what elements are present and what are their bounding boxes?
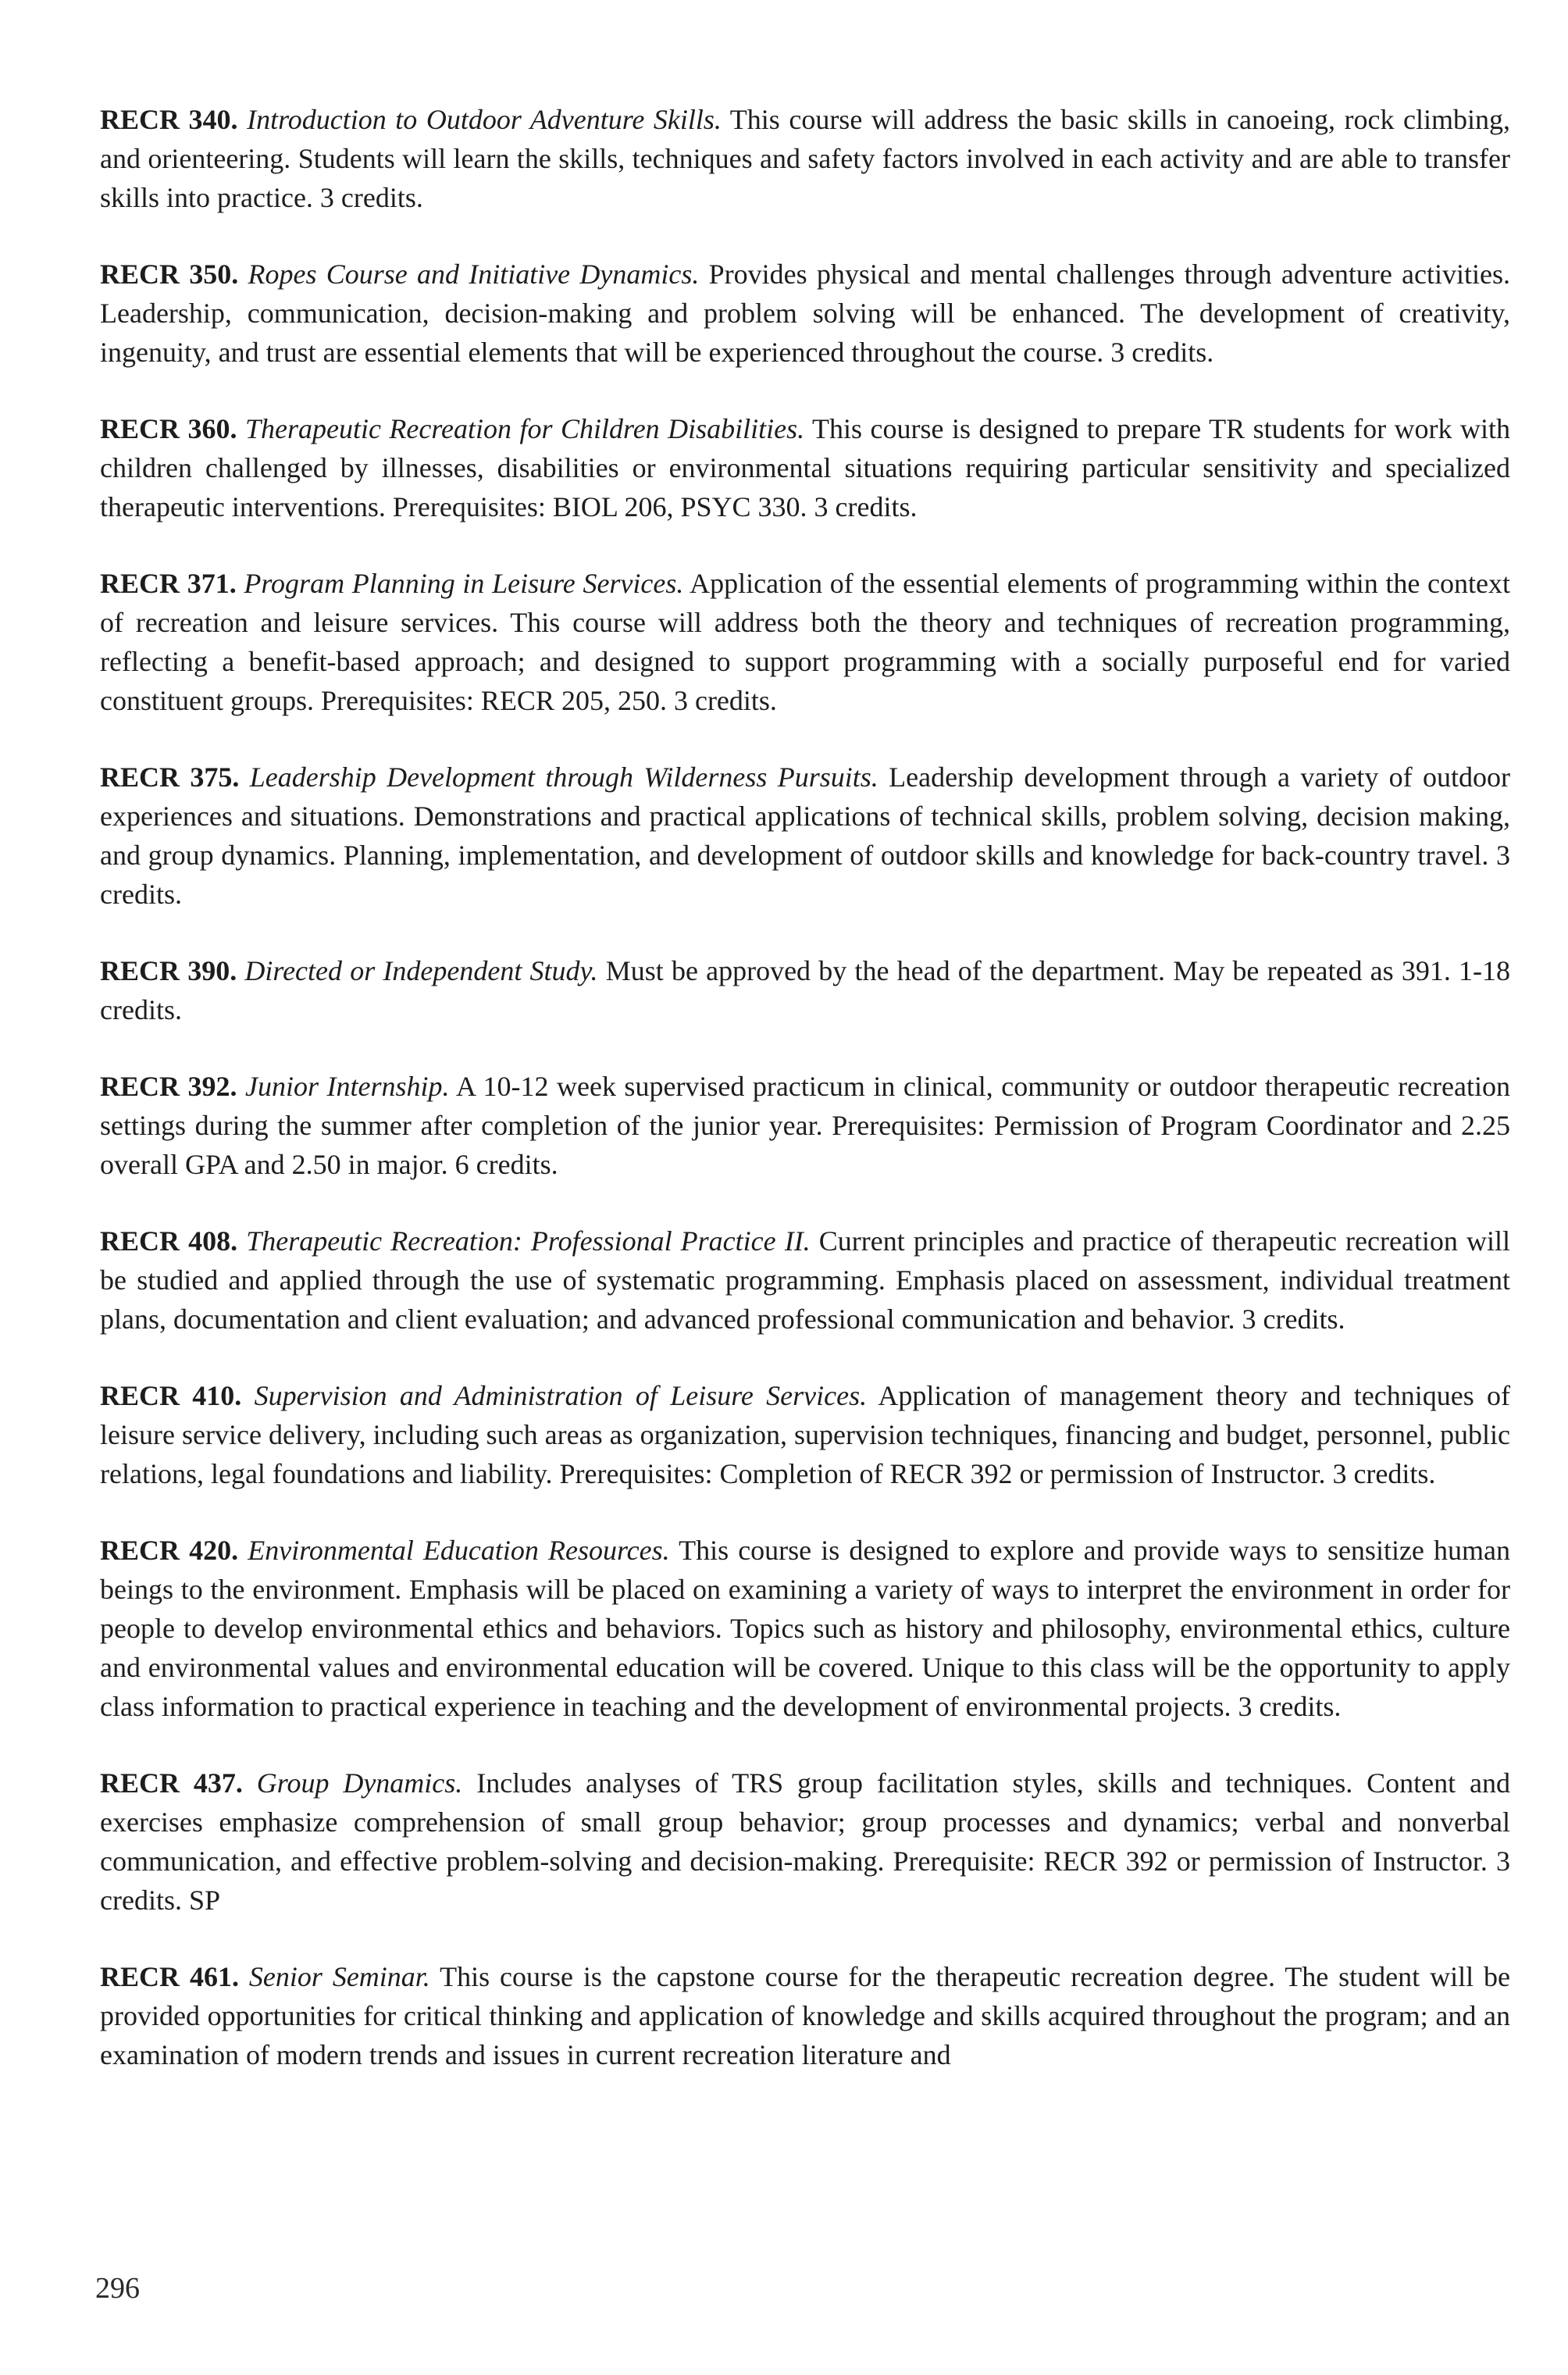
course-entry-recr-375 <box>100 758 1510 914</box>
course-code: RECR 390. <box>100 955 237 986</box>
course-description: Leadership development through a variety of outdoor experiences and situations. Demonstrations and practical applications of technical skills, problem solving, decision making, and group dynamics. Planning, implementation, and development of outdoor skills and knowledge for back-country travel. 3 credits. <box>100 761 1511 910</box>
course-code: RECR 461. <box>100 1961 239 1992</box>
course-entry-recr-408 <box>100 1221 1510 1339</box>
course-entry-recr-461 <box>100 1957 1510 2074</box>
course-title: Environmental Education Resources. <box>248 1535 670 1566</box>
course-title: Leadership Development through Wilderness Pursuits. <box>249 761 878 793</box>
course-catalog-page <box>100 100 1510 2074</box>
course-description: This course is designed to prepare TR students for work with children challenged by illnesses, disabilities or environmental situations requiring particular sensitivity and specialized therapeutic interventions. Prerequisites: BIOL 206, PSYC 330. 3 credits. <box>100 413 1511 522</box>
course-code: RECR 360. <box>100 413 237 444</box>
course-entry-recr-390 <box>100 951 1510 1029</box>
course-entry-recr-340 <box>100 100 1510 217</box>
course-description: Must be approved by the head of the department. May be repeated as 391. 1-18 credits. <box>100 955 1511 1025</box>
course-description: Application of the essential elements of programming within the context of recreation and leisure services. This course will address both the theory and techniques of recreation programming, reflecting a benefit-based approach; and designed to support programming with a socially purposeful end for varied constituent groups. Prerequisites: RECR 205, 250. 3 credits. <box>100 568 1510 716</box>
course-description: This course is the capstone course for the therapeutic recreation degree. The student will be provided opportunities for critical thinking and application of knowledge and skills acquired throughout the program; and an examination of modern trends and issues in current recreation literature and <box>100 1961 1511 2070</box>
course-description: Application of management theory and techniques of leisure service delivery, including such areas as organization, supervision techniques, financing and budget, personnel, public relations, legal foundations and liability. Prerequisites: Completion of RECR 392 or permission of Instructor. 3 credits. <box>100 1380 1510 1489</box>
course-entry-recr-350 <box>100 255 1510 372</box>
course-title: Therapeutic Recreation: Professional Practice II. <box>246 1225 811 1257</box>
course-code: RECR 410. <box>100 1380 242 1411</box>
course-description: Current principles and practice of therapeutic recreation will be studied and applied through the use of systematic programming. Emphasis placed on assessment, individual treatment plans, documentation and client evaluation; and advanced professional communication and behavior. 3 credits. <box>100 1225 1510 1335</box>
course-code: RECR 375. <box>100 761 240 793</box>
course-code: RECR 392. <box>100 1071 237 1102</box>
course-title: Group Dynamics. <box>256 1767 463 1799</box>
course-entry-recr-420 <box>100 1531 1510 1726</box>
course-code: RECR 371. <box>100 568 237 599</box>
page-number: 296 <box>95 2272 140 2305</box>
course-entry-recr-371 <box>100 564 1510 720</box>
course-title: Introduction to Outdoor Adventure Skills. <box>247 104 722 135</box>
course-entry-recr-410 <box>100 1376 1510 1493</box>
course-code: RECR 420. <box>100 1535 239 1566</box>
course-code: RECR 340. <box>100 104 238 135</box>
course-description: A 10-12 week supervised practicum in clinical, community or outdoor therapeutic recreation settings during the summer after completion of the junior year. Prerequisites: Permission of Program Coordinator and 2.25 overall GPA and 2.50 in major. 6 credits. <box>100 1071 1510 1180</box>
course-description: Includes analyses of TRS group facilitation styles, skills and techniques. Content and exercises emphasize comprehension of small group behavior; group processes and dynamics; verbal and nonverbal communication, and effective problem-solving and decision-making. Prerequisite: RECR 392 or permission of Instructor. 3 credits. SP <box>100 1767 1511 1916</box>
course-code: RECR 437. <box>100 1767 243 1799</box>
course-title: Therapeutic Recreation for Children Disabilities. <box>244 413 805 444</box>
course-description: This course will address the basic skills in canoeing, rock climbing, and orienteering. Students will learn the skills, techniques and safety factors involved in each activity and are able to transfer skills into practice. 3 credits. <box>100 104 1511 213</box>
course-title: Junior Internship. <box>245 1071 450 1102</box>
course-title: Directed or Independent Study. <box>244 955 598 986</box>
course-code: RECR 350. <box>100 259 239 290</box>
course-title: Ropes Course and Initiative Dynamics. <box>248 259 700 290</box>
course-entry-recr-392 <box>100 1067 1510 1184</box>
course-entry-recr-437 <box>100 1763 1510 1920</box>
course-title: Supervision and Administration of Leisure Services. <box>254 1380 868 1411</box>
course-title: Program Planning in Leisure Services. <box>244 568 684 599</box>
course-description: Provides physical and mental challenges through adventure activities. Leadership, communication, decision-making and problem solving will be enhanced. The development of creativity, ingenuity, and trust are essential elements that will be experienced throughout the course. 3 credits. <box>100 259 1511 368</box>
course-title: Senior Seminar. <box>248 1961 430 1992</box>
course-description: This course is designed to explore and provide ways to sensitize human beings to the environment. Emphasis will be placed on examining a variety of ways to interpret the environment in order for people to develop environmental ethics and behaviors. Topics such as history and philosophy, environmental ethics, culture and environmental values and environmental education will be covered. Unique to this class will be the opportunity to apply class information to practical experience in teaching and the development of environmental projects. 3 credits. <box>100 1535 1510 1722</box>
course-entry-recr-360 <box>100 409 1510 526</box>
course-code: RECR 408. <box>100 1225 238 1257</box>
